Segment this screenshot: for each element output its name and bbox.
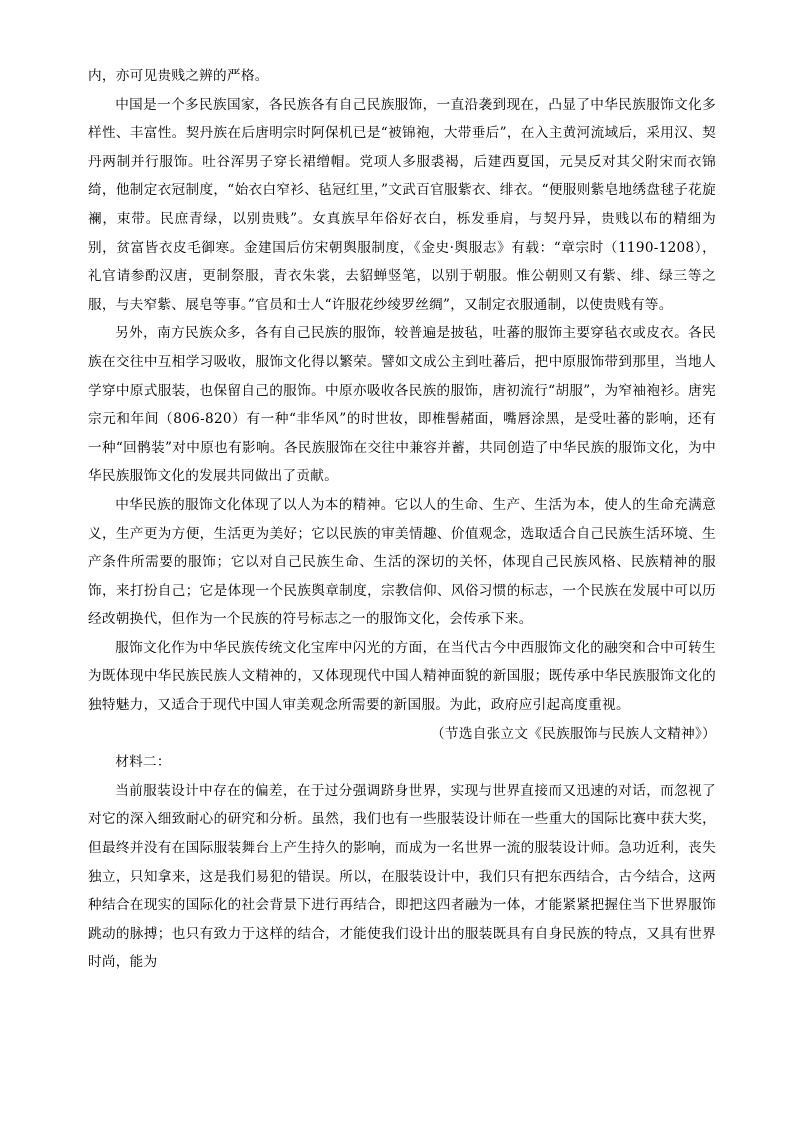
paragraph-southern-peoples: 另外，南方民族众多，各有自己民族的服饰，较普遍是披毡，吐蕃的服饰主要穿毡衣或皮衣。各民族在交往中互相学习吸收，服饰文化得以繁荣。譬如文成公主到吐蕃后，把中原服饰带到那里，当地人学穿中原式服装，也保留自己的服饰。中原亦吸收各民族的服饰，唐初流行“胡服”，为窄袖袍衫。唐宪宗元和年间（806-820）有一种“非华风”的时世妆，即椎髻赭面，嘴唇涂黑，是受吐蕃的影响，还有一种“回鹘装”对中原也有影响。各民族服饰在交往中兼容并蓄，共同创造了中华民族的服饰文化，为中华民族服饰文化的发展共同做出了贡献。	[88, 325, 716, 485]
paragraph-humanistic-spirit: 中华民族的服饰文化体现了以人为本的精神。它以人的生命、生产、生活为本，使人的生命充满意义，生产更为方便，生活更为美好；它以民族的审美情趣、价值观念，选取适合自己民族生活环境、生产条件所需要的服饰；它以对自己民族生命、生活的深切的关怀，体现自己民族风格、民族精神的服饰，来打扮自己；它是体现一个民族舆章制度，宗教信仰、风俗习惯的标志，一个民族在发展中可以历经改朝换代，但作为一个民族的符号标志之一的服饰文化，会传承下来。	[88, 496, 716, 628]
paragraph-ethnic-diversity: 中国是一个多民族国家，各民族各有自己民族服饰，一直沿袭到现在，凸显了中华民族服饰文化多样性、丰富性。契丹族在后唐明宗时阿保机已是“被锦袍，大带垂后”，在入主黄河流域后，采用汉、契丹两制并行服饰。吐谷浑男子穿长裙缯帽。党项人多服裘褐，后建西夏国，元昊反对其父附宋而衣锦绮，他制定衣冠制度，“始衣白窄衫、毡冠红里，”文武百官服紫衣、绯衣。“便服则紫皂地绣盘毬子花旋襕，束带。民庶青绿，以别贵贱”。女真族早年俗好衣白，栎发垂肩，与契丹异，贵贱以布的精细为别，贫富皆衣皮毛御寒。金建国后仿宋朝舆服制度，《金史·舆服志》有载：“章宗时（1190-1208），礼官请参酌汉唐，更制祭服，青衣朱裳，去貂蝉竖笔，以别于朝服。惟公朝则又有紫、绯、绿三等之服，与夫窄紫、展皂等事。”官员和士人“许服花纱绫罗丝绸”，又制定衣服通制，以使贵贱有等。	[88, 96, 716, 313]
material-two-heading: 材料二：	[115, 754, 171, 771]
paragraph-fashion-design: 当前服装设计中存在的偏差，在于过分强调跻身世界，实现与世界直接而又迅速的对话，而忽视了对它的深入细致耐心的研究和分析。虽然，我们也有一些服装设计师在一些重大的国际比赛中获大奖，但最终并没有在国际服装舞台上产生持久的影响，而成为一名世界一流的服装设计师。急功近利，丧失独立，只知拿来，这是我们易犯的错误。所以，在服装设计中，我们只有把东西结合，古今结合，这两种结合在现实的国际化的社会背景下进行再结合，即把这四者融为一体，才能紧紧把握住当下世界服饰跳动的脉搏；也只有致力于这样的结合，才能使我们设计出的服装既具有自身民族的特点，又具有世界时尚，能为	[88, 782, 716, 971]
document-body	[88, 62, 716, 977]
source-citation: （节选自张立文《民族服饰与民族人文精神》）	[431, 725, 716, 742]
paragraph-new-national-dress: 服饰文化作为中华民族传统文化宝库中闪光的方面，在当代古今中西服饰文化的融突和合中可转生为既体现中华民族民族人文精神的，又体现现代中国人精神面貌的新国服；既传承中华民族服饰文化的独特魅力，又适合于现代中国人审美观念所需要的新国服。为此，政府应引起高度重视。	[88, 639, 716, 714]
paragraph-continued: 内，亦可见贵贱之辨的严格。	[88, 68, 269, 84]
